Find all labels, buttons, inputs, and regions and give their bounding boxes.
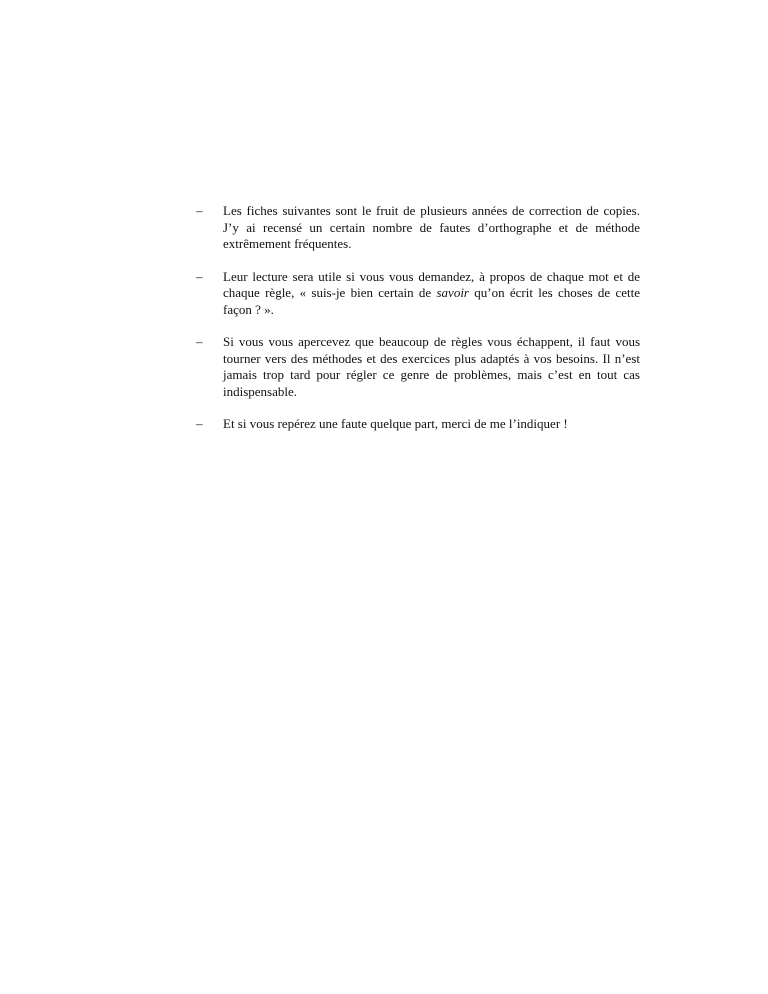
dash-bullet: – [196,416,203,431]
paragraph-text: Si vous vous apercevez que beaucoup de règles vous échappent, il faut vous tourner vers des méthodes et des exercices plus adaptés à vos besoins. Il n’est jamais trop tard pour régler ce genre de problèmes, mais c’est en tout cas indispensable. [223,334,640,399]
paragraph-text: Les fiches suivantes sont le fruit de plusieurs années de correction de copies. J’y ai recensé un certain nombre de fautes d’orthographe et de méthode extrêmement fréquentes. [223,203,640,251]
list-item [196,416,640,433]
dash-bullet: – [196,268,203,284]
paragraph-text [223,269,640,319]
paragraph-text: Et si vous repérez une faute quelque part, merci de me l’indiquer ! [223,416,568,431]
list-item [196,269,640,319]
text-before-emphasis: Leur lecture sera utile si vous vous demandez, à propos de chaque mot et de chaque règle, « suis-je bien certain de [223,268,640,300]
list-item [196,334,640,400]
list-item [196,203,640,253]
emphasized-word: savoir [436,285,469,300]
bullet-list [196,203,640,449]
dash-bullet: – [196,203,203,218]
dash-bullet: – [196,334,203,349]
text-after-emphasis: qu’on écrit les choses de cette façon ? ». [223,285,641,317]
